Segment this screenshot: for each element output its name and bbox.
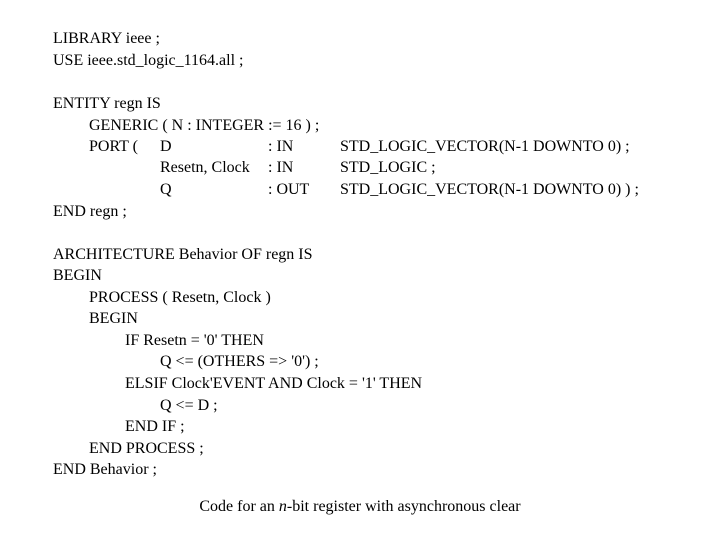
code-line-q-load: Q <= D ; <box>160 397 218 414</box>
code-line-architecture: ARCHITECTURE Behavior OF regn IS <box>53 246 313 263</box>
port-mode: : IN <box>268 138 294 155</box>
code-line-end-if: END IF ; <box>125 418 185 435</box>
code-line-generic: GENERIC ( N : INTEGER := 16 ) ; <box>89 117 320 134</box>
port-mode: : OUT <box>268 181 310 198</box>
port-type: STD_LOGIC_VECTOR(N-1 DOWNTO 0) ) ; <box>340 181 639 198</box>
code-line-port-resetn-clock <box>0 158 720 178</box>
code-line-library: LIBRARY ieee ; <box>53 30 160 47</box>
figure-caption <box>0 496 720 518</box>
code-line-q-clear: Q <= (OTHERS => '0') ; <box>160 353 319 370</box>
port-name: Resetn, Clock <box>160 159 250 176</box>
code-line-end-process: END PROCESS ; <box>89 440 204 457</box>
code-line-end-entity: END regn ; <box>53 203 127 220</box>
code-line-end-behavior: END Behavior ; <box>53 461 157 478</box>
port-name: D <box>160 138 172 155</box>
port-type: STD_LOGIC ; <box>340 159 436 176</box>
code-line-port-d <box>0 137 720 157</box>
port-keyword: PORT ( <box>89 138 138 155</box>
caption-variable: n <box>278 498 287 515</box>
port-type: STD_LOGIC_VECTOR(N-1 DOWNTO 0) ; <box>340 138 630 155</box>
code-line-begin: BEGIN <box>53 267 102 284</box>
caption-prefix: Code for an <box>199 498 279 515</box>
code-line-use: USE ieee.std_logic_1164.all ; <box>53 52 244 69</box>
code-line-elsif-clock: ELSIF Clock'EVENT AND Clock = '1' THEN <box>125 375 423 392</box>
port-mode: : IN <box>268 159 294 176</box>
code-line-entity: ENTITY regn IS <box>53 95 161 112</box>
code-line-if-resetn: IF Resetn = '0' THEN <box>125 332 264 349</box>
code-line-process: PROCESS ( Resetn, Clock ) <box>89 289 271 306</box>
code-line-port-q <box>0 180 720 200</box>
code-line-process-begin: BEGIN <box>89 310 138 327</box>
caption-suffix: -bit register with asynchronous clear <box>286 498 521 515</box>
port-name: Q <box>160 181 172 198</box>
